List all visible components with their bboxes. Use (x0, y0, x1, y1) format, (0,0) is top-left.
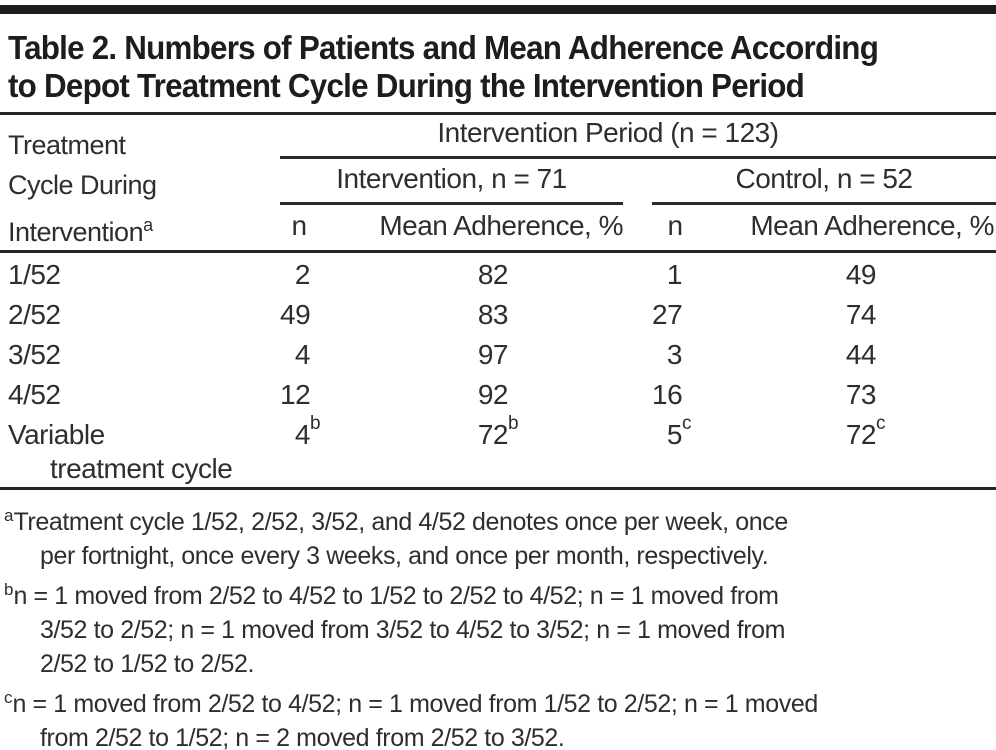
column-header-control-mean-adherence: Mean Adherence, % (750, 210, 994, 241)
cell-intervention-mean: 92 (477, 379, 508, 410)
cell-gap (623, 415, 652, 487)
footnote-marker: c (4, 688, 13, 707)
cell-control-mean: 73 (845, 379, 876, 410)
column-header-intervention-n: n (291, 210, 307, 241)
cell-intervention-n: 12 (280, 379, 311, 410)
cell-intervention-mean: 97 (477, 339, 508, 370)
cell-control-mean: 74 (845, 299, 876, 330)
cell-treatment-cycle: Variable treatment cycle (0, 415, 280, 487)
cell-control-mean: 44 (845, 339, 876, 370)
spanner-intervention-group: Intervention, n = 71 (280, 159, 623, 205)
cell-intervention-n: 4 (294, 339, 310, 370)
cell-control-n: 16 (652, 379, 683, 410)
cell-gap (623, 255, 652, 295)
spanner-gap (623, 159, 652, 205)
stub-line1: Treatment (8, 130, 126, 160)
cell-intervention-n: 2 (294, 259, 310, 290)
table-title (0, 29, 996, 105)
spanner-intervention-period: Intervention Period (n = 123) (280, 115, 996, 159)
footnote-marker: b (4, 580, 14, 599)
cell-label-continuation: treatment cycle (50, 453, 233, 484)
cell-intervention-mean: 83 (477, 299, 508, 330)
cell-intervention-mean: 72 b (477, 413, 519, 450)
table-row (0, 415, 996, 487)
cell-gap (623, 335, 652, 375)
cell-control-mean: 72 c (845, 413, 886, 450)
footnote-b: $^b$n = 1 moved from 2/52 to 4/52 to 1/52 to 2/52 to 4/52; n = 1 moved from 3/52 to 2/52; n = 1 moved from 3/52 to 4/52 to 3/52; n = 1 moved from 2/52 to 1/52 to 2/52. (4, 580, 786, 678)
column-header-intervention-mean-adherence: Mean Adherence, % (379, 210, 623, 241)
stub-header-treatment-cycle (0, 115, 280, 250)
table-title-line1: Table 2. Numbers of Patients and Mean Adherence According (8, 29, 879, 66)
cell-intervention-n: 49 (280, 299, 311, 330)
cell-control-n: 5 c (666, 413, 692, 450)
table-row (0, 255, 996, 295)
cell-gap (623, 295, 652, 335)
cell-treatment-cycle: 4/52 (8, 379, 61, 410)
table-row (0, 375, 996, 415)
footnote-marker: a (4, 506, 14, 525)
stub-line3: Intervention (8, 217, 144, 247)
footnote-c: $^c$n = 1 moved from 2/52 to 4/52; n = 1 moved from 1/52 to 2/52; n = 1 moved from 2/52 to 1/52; n = 2 moved from 2/52 to 3/52. (4, 688, 818, 750)
cell-control-n: 27 (652, 299, 683, 330)
spanner-control-group: Control, n = 52 (652, 159, 996, 205)
table-title-line2: to Depot Treatment Cycle During the Intervention Period (8, 67, 805, 104)
table-header (0, 115, 996, 253)
cell-control-n: 3 (666, 339, 682, 370)
table-body (0, 253, 996, 490)
cell-intervention-n: 4 b (294, 413, 321, 450)
stub-footnote-marker: a (143, 215, 154, 235)
cell-gap (623, 375, 652, 415)
table-row (0, 295, 996, 335)
cell-treatment-cycle: 2/52 (8, 299, 61, 330)
footnote-a: $^a$Treatment cycle 1/52, 2/52, 3/52, and 4/52 denotes once per week, once per fortnight, once every 3 weeks, and once per month, respectively. (4, 506, 788, 570)
table-footnotes (0, 490, 996, 750)
top-divider-bar (0, 5, 996, 14)
column-header-gap (623, 205, 652, 250)
stub-line2: Cycle During (8, 170, 157, 200)
column-header-control-n: n (667, 210, 683, 241)
cell-control-n: 1 (666, 259, 682, 290)
table-row (0, 335, 996, 375)
cell-treatment-cycle: 3/52 (8, 339, 61, 370)
cell-control-mean: 49 (845, 259, 876, 290)
cell-intervention-mean: 82 (477, 259, 508, 290)
cell-treatment-cycle: 1/52 (8, 259, 61, 290)
